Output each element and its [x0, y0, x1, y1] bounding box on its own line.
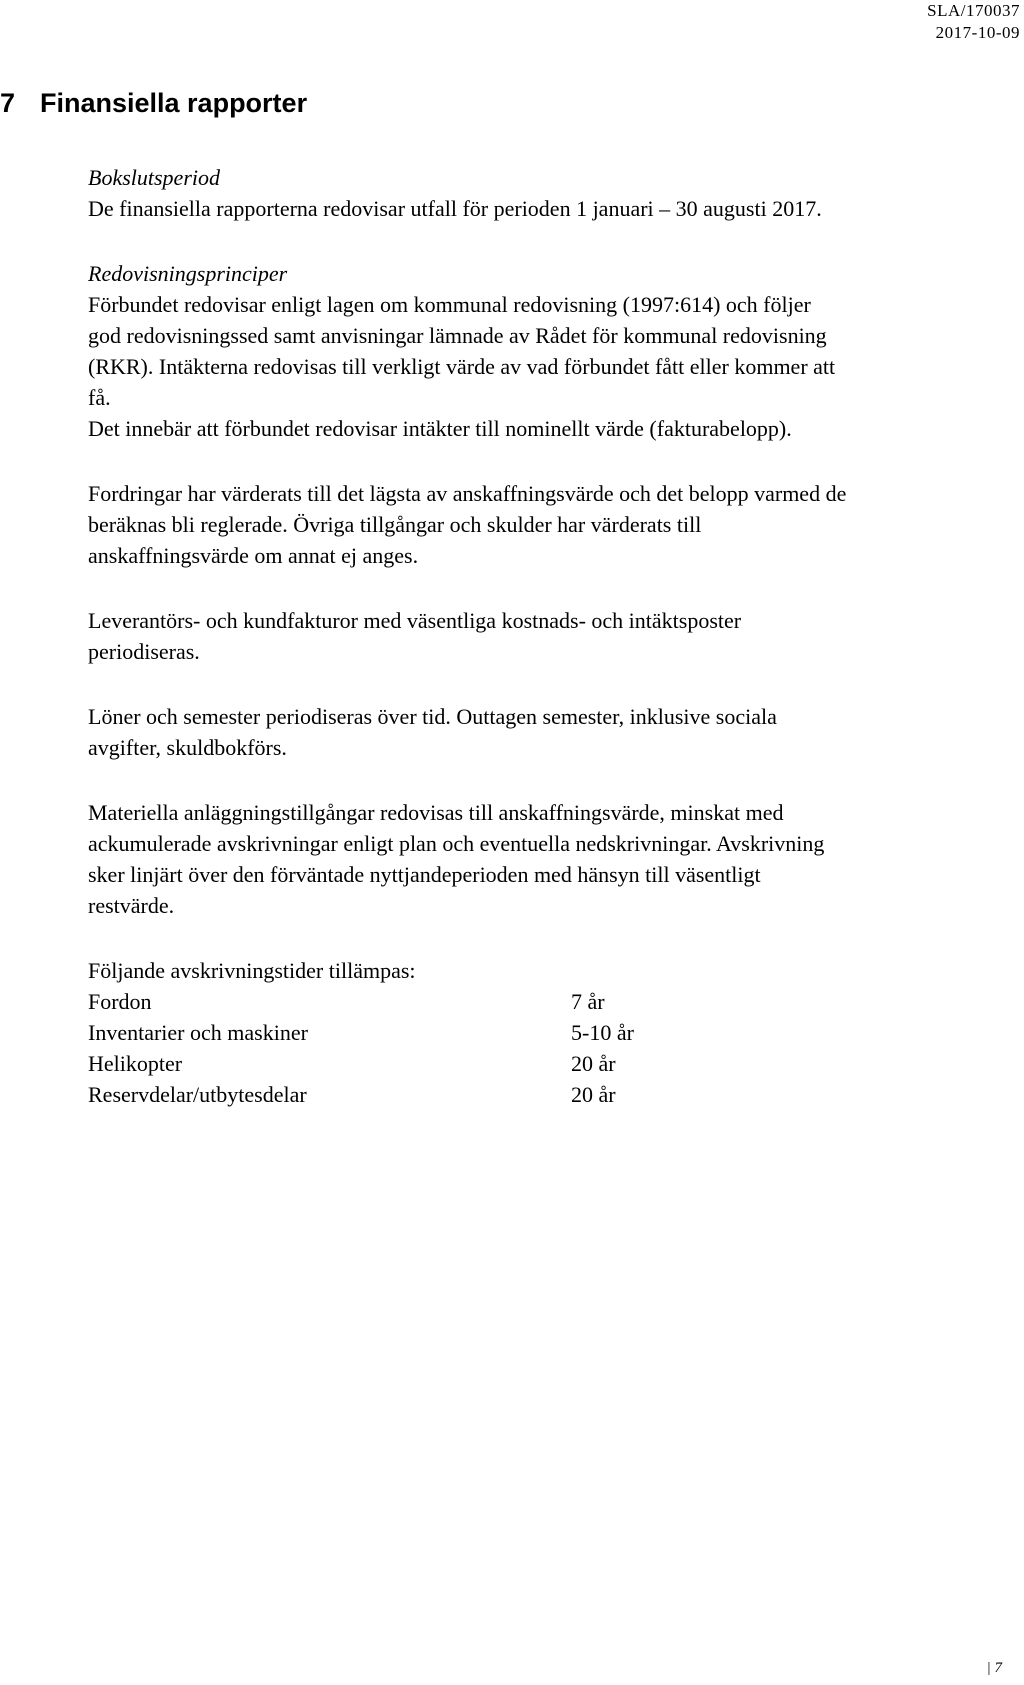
- principer-block: [88, 258, 1000, 444]
- principer-heading: Redovisningsprinciper: [88, 261, 288, 286]
- avskrivning-table: [88, 986, 634, 1110]
- fordringar-line: anskaffningsvärde om annat ej anges.: [88, 543, 419, 568]
- bokslut-heading: Bokslutsperiod: [88, 165, 220, 190]
- asset-period: 5-10 år: [571, 1020, 634, 1045]
- materiella-block: [88, 797, 1000, 921]
- fordringar-block: [88, 478, 1000, 571]
- section-title: Finansiella rapporter: [40, 88, 308, 118]
- table-row: [88, 1017, 634, 1048]
- loner-line: avgifter, skuldbokförs.: [88, 735, 287, 760]
- loner-line: Löner och semester periodiseras över tid. Outtagen semester, inklusive sociala: [88, 704, 777, 729]
- fordringar-line: beräknas bli reglerade. Övriga tillgångar och skulder har värderats till: [88, 512, 702, 537]
- table-row: [88, 986, 634, 1017]
- principer-line: få.: [88, 385, 111, 410]
- leverantor-block: [88, 605, 1000, 667]
- table-row: [88, 1048, 634, 1079]
- asset-name: Fordon: [88, 989, 152, 1014]
- materiella-line: Materiella anläggningstillgångar redovisas till anskaffningsvärde, minskat med: [88, 800, 784, 825]
- fordringar-line: Fordringar har värderats till det lägsta av anskaffningsvärde och det belopp varmed de: [88, 481, 847, 506]
- document-date: 2017-10-09: [935, 23, 1020, 42]
- leverantor-line: periodiseras.: [88, 639, 200, 664]
- materiella-line: sker linjärt över den förväntade nyttjandeperioden med hänsyn till väsentligt: [88, 862, 761, 887]
- table-row: [88, 1079, 634, 1110]
- avskrivning-intro: Följande avskrivningstider tillämpas:: [88, 958, 416, 983]
- asset-name: Helikopter: [88, 1051, 183, 1076]
- asset-name: Reservdelar/utbytesdelar: [88, 1082, 307, 1107]
- section-number: 7: [0, 88, 16, 118]
- bokslut-block: [88, 162, 1000, 224]
- principer-line: (RKR). Intäkterna redovisas till verkligt värde av vad förbundet fått eller kommer att: [88, 354, 836, 379]
- asset-period: 20 år: [571, 1082, 616, 1107]
- avskrivning-block: [88, 955, 1000, 1110]
- asset-period: 20 år: [571, 1051, 616, 1076]
- principer-line: god redovisningssed samt anvisningar lämnade av Rådet för kommunal redovisning: [88, 323, 827, 348]
- document-id: SLA/170037: [927, 1, 1020, 20]
- loner-block: [88, 701, 1000, 763]
- section-heading: [0, 86, 307, 120]
- principer-line: Förbundet redovisar enligt lagen om kommunal redovisning (1997:614) och följer: [88, 292, 811, 317]
- leverantor-line: Leverantörs- och kundfakturor med väsentliga kostnads- och intäktsposter: [88, 608, 742, 633]
- principer-line: Det innebär att förbundet redovisar intäkter till nominellt värde (fakturabelopp).: [88, 416, 792, 441]
- document-body: [88, 162, 1000, 1144]
- bokslut-line: De finansiella rapporterna redovisar utfall för perioden 1 januari – 30 augusti 2017.: [88, 196, 822, 221]
- page-number: | 7: [986, 1660, 1002, 1676]
- materiella-line: ackumulerade avskrivningar enligt plan och eventuella nedskrivningar. Avskrivning: [88, 831, 825, 856]
- document-reference: [927, 0, 1020, 44]
- asset-name: Inventarier och maskiner: [88, 1020, 308, 1045]
- materiella-line: restvärde.: [88, 893, 175, 918]
- asset-period: 7 år: [571, 989, 605, 1014]
